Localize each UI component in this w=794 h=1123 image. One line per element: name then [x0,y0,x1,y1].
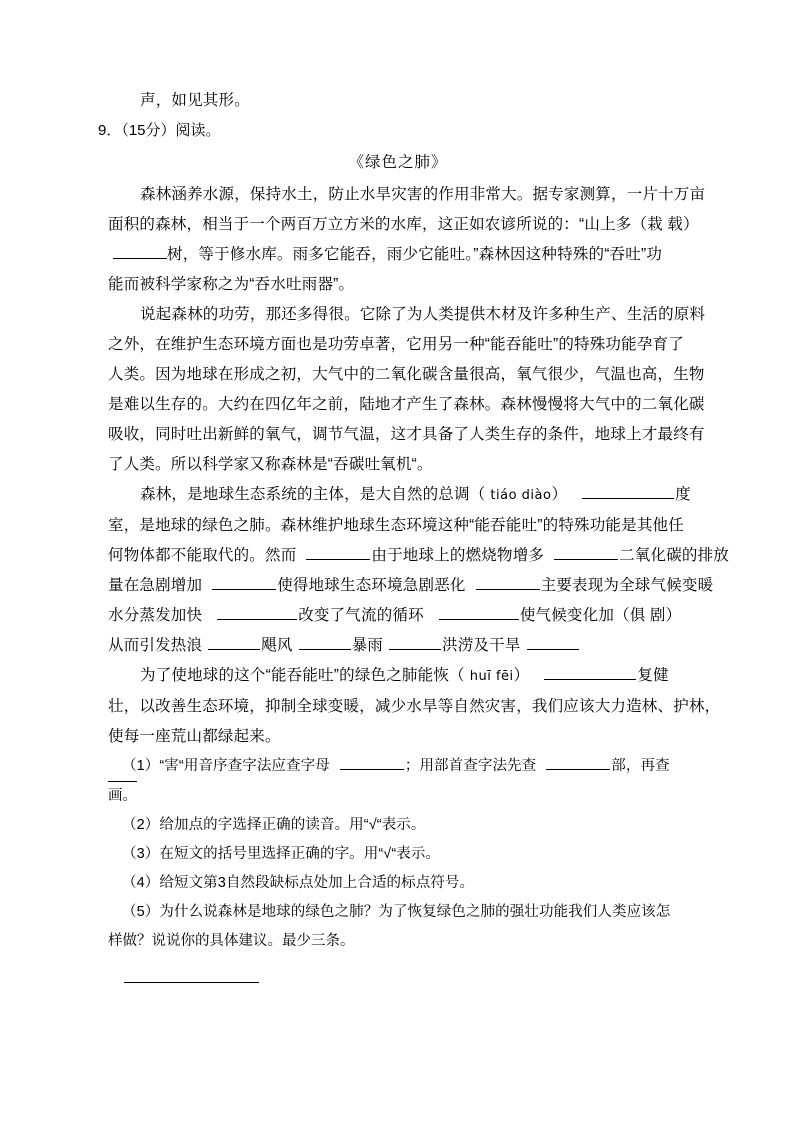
sub-question-4 [108,869,688,898]
p3-line-6-b: 飓风 [261,637,293,654]
sub-question-3-label: （3） [122,846,160,862]
q1-blank-3[interactable] [108,781,137,811]
sub-question-2-text: 给加点的字选择正确的读音。用“√“表示。 [159,817,426,833]
p1-line-1: 森林涵养水源，保持水土，防止水旱灾害的作用非常大。据专家测算，一片十万亩 [140,186,706,203]
p3-line-2: 室，是地球的绿色之肺。森林维护地球生态环境这种“能吞能吐”的特殊功能是其他任 [108,517,684,534]
p3-line-4 [108,571,714,601]
p3-line-4-b: 使得地球生态环境急剧恶化 [277,577,466,594]
p4-line-1-b: ） [513,667,530,684]
p3-line-1 [108,480,691,511]
sub-question-4-text: 给短文第3自然段缺标点处加上合适的标点符号。 [159,875,475,891]
carryover-line: 声，如见其形。 [140,92,250,109]
p3-line-5-c: 使气候变化加（俱 剧） [519,607,682,624]
p4-line-2: 壮，以改善生态环境，抑制全球变暖，减少水旱等自然灾害，我们应该大力造林、护林， [108,698,721,715]
p3-blank-2[interactable] [306,544,370,560]
sub-question-1-part-a: “害“用音序查字法应查字母 [159,758,330,774]
p3-blank-1[interactable] [582,483,674,499]
sub-question-5-line-1: 为什么说森林是地球的绿色之肺？为了恢复绿色之肺的强壮功能我们人类应该怎 [159,904,671,920]
sub-question-5-label: （5） [122,904,160,920]
p3-blank-9[interactable] [299,634,351,650]
sub-question-5 [108,898,688,927]
p1-line-3-text: 树，等于修水库。雨多它能吞，雨少它能吐。”森林因这种特殊的“吞吐”功 [167,246,663,263]
p3-blank-8[interactable] [208,634,260,650]
p3-line-3-c: 二氧化碳的排放 [619,547,730,564]
sub-question-3 [108,840,688,869]
p2-line-1: 说起森林的功劳，那还多得很。它除了为人类提供木材及许多种生产、生活的原料 [140,306,706,323]
p3-blank-3[interactable] [554,544,618,560]
p3-line-6-c: 暴雨 [351,637,384,654]
p2-line-3: 人类。因为地球在形成之初，大气中的二氧化碳含量很高，氧气很少，气温也高，生物 [108,366,705,383]
p3-line-6-a: 从而引发热浪 [108,637,203,654]
sub-question-2 [108,811,688,840]
p2-line-2: 之外，在维护生态环境方面也是功劳卓著，它用另一种“能吞能吐”的特殊功能孕育了 [108,336,684,353]
q1-blank-1[interactable] [340,755,404,770]
p1-fill-blank[interactable] [113,243,167,259]
p3-blank-5[interactable] [476,574,540,590]
p3-pinyin-tiao-diao: tiáo diào [490,488,552,503]
p3-blank-4[interactable] [212,574,276,590]
p2-line-5: 吸收，同时吐出新鲜的氧气，调节气温，这才具备了人类生存的条件，地球上才最终有 [108,426,705,443]
article-paragraph-4 [108,661,721,752]
p4-blank-1[interactable] [544,664,636,680]
sub-question-3-text: 在短文的括号里选择正确的字。用“√“表示。 [159,846,441,862]
sub-question-1-label: （1） [122,758,160,774]
p2-line-4: 是难以生存的。大约在四亿年之前，陆地才产生了森林。森林慢慢将大气中的二氧化碳 [108,396,705,413]
p3-line-6-d: 洪涝及干旱 [442,637,521,654]
sub-question-1 [108,752,688,781]
p2-line-6: 了人类。所以科学家又称森林是“吞碳吐氧机“。 [108,456,433,473]
sub-question-1-continuation [108,781,688,811]
p3-line-5-a: 水分蒸发加快 [108,607,203,624]
question-9-heading: 9．（15分）阅读。 [98,122,221,139]
p4-pinyin-hui-fei: huī fēi [469,669,514,684]
p1-line-3 [108,240,688,270]
page-content [98,86,730,983]
article-title: 《绿色之肺》 [348,154,448,171]
p3-line-4-c: 主要表现为全球气候变暖 [540,577,714,594]
sub-question-2-label: （2） [122,817,160,833]
p3-line-1-a: 森林，是地球生态系统的主体，是大自然的总调（ [140,486,486,503]
p4-line-1 [108,661,688,692]
p3-line-6 [108,631,688,661]
p3-line-3-b: 由于地球上的燃烧物增多 [371,547,545,564]
p3-blank-11[interactable] [527,634,579,650]
p3-line-3-a: 何物体都不能取代的。然而 [108,547,297,564]
p3-line-3 [108,541,730,571]
article-paragraph-2 [108,300,706,480]
p3-blank-6[interactable] [217,604,297,620]
sub-question-5-line-2: 样做？说说你的具体建议。最少三条。 [108,933,355,949]
p4-line-3: 使每一座荒山都绿起来。 [108,728,281,745]
answer-line[interactable] [124,982,259,983]
sub-question-1-part-d: 画。 [108,788,137,804]
p3-line-5 [108,601,688,631]
p3-blank-7[interactable] [439,604,519,620]
p3-blank-10[interactable] [389,634,441,650]
p3-line-5-b: 改变了气流的循环 [298,607,424,624]
sub-question-1-part-b: ；用部首查字法先查 [404,758,537,774]
p3-line-1-b: ） [551,486,568,503]
sub-question-4-label: （4） [122,875,160,891]
q1-blank-2[interactable] [546,755,610,770]
p4-line-1-c: 复健 [637,667,669,684]
p3-line-4-a: 量在急剧增加 [108,577,203,594]
p1-line-4: 能而被科学家称之为“吞水吐雨器”。 [108,276,355,293]
article-paragraph-3 [108,480,730,661]
p4-line-1-a: 为了使地球的这个“能吞能吐”的绿色之肺能恢（ [140,667,465,684]
article-paragraph-1 [108,180,706,300]
p3-line-1-c: 度 [675,486,691,503]
sub-question-1-part-c: 部，再查 [611,758,670,774]
p1-line-2: 面积的森林，相当于一个两百万立方米的水库，这正如农谚所说的：“山上多（栽 载） [108,216,699,233]
